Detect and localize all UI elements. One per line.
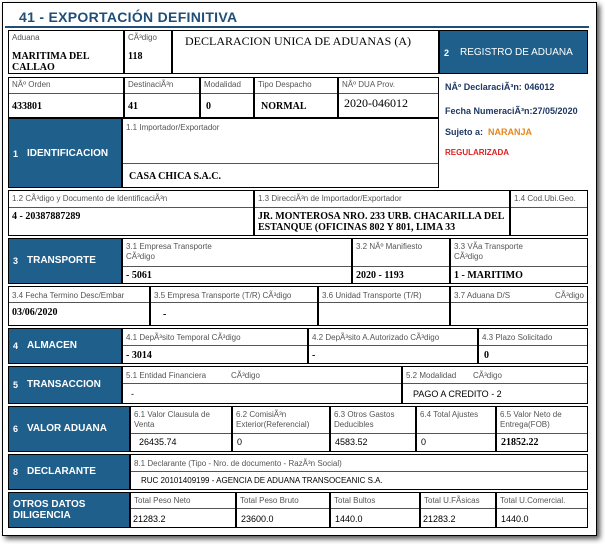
tipo-despacho-value: NORMAL <box>261 101 307 112</box>
total-ajustes-label: 6.4 Total Ajustes <box>420 410 479 419</box>
fisicas-cell <box>420 492 496 528</box>
doc-title-cell <box>172 30 439 74</box>
total-ajustes-cell <box>416 406 496 452</box>
orden-cell <box>8 77 124 118</box>
comercial-label: Total U.Comercial. <box>500 496 566 505</box>
aduana-ds-cell <box>450 286 588 326</box>
page-title: 41 - EXPORTACIÓN DEFINITIVA <box>19 9 238 25</box>
section-num: 5 <box>13 380 19 390</box>
importador-label: 1.1 Importador/Exportador <box>126 123 220 132</box>
registro-num: 2 <box>444 48 450 58</box>
aduana-ds-label: 3.7 Aduana D/S <box>454 291 511 300</box>
fecha-termino-cell <box>8 286 150 326</box>
comercial-cell <box>496 492 588 528</box>
declarante-cell <box>130 454 588 490</box>
modalidad-cell <box>200 77 254 118</box>
bultos-label: Total Bultos <box>334 496 376 505</box>
dua-prov-label: NÂº DUA Prov. <box>342 80 396 89</box>
section-otros-datos <box>8 492 130 528</box>
entidad-financiera-label: 5.1 Entidad Financiera <box>126 371 207 380</box>
importador-value: CASA CHICA S.A.C. <box>129 171 221 182</box>
fecha-termino-value: 03/06/2020 <box>12 307 58 318</box>
tipo-despacho-cell <box>254 77 338 118</box>
section-num: 3 <box>13 256 19 266</box>
doc-identificacion-label: 1.2 CÃ³digo y Documento de IdentificaciÃ³n <box>12 194 168 203</box>
manifiesto-value: 2020 - 1193 <box>356 270 404 281</box>
fecha-value: 27/05/2020 <box>532 106 578 116</box>
sujeto-label: Sujeto a: <box>445 127 484 137</box>
tipo-despacho-label: Tipo Despacho <box>258 80 312 89</box>
estado-value: REGULARIZADA <box>445 148 509 157</box>
fecha-label: Fecha NumeraciÃ³n: <box>445 106 533 116</box>
aduana-ds-codigo: CÃ³digo <box>555 291 584 300</box>
peso-neto-cell <box>130 492 236 528</box>
otros-gastos-cell <box>330 406 416 452</box>
empresa-tr-label: 3.5 Empresa Transporte (T/R) CÃ³digo <box>154 291 292 300</box>
codigo-label: CÃ³digo <box>128 33 157 42</box>
orden-label: NÂº Orden <box>12 80 51 89</box>
via-transporte-label: 3.3 VÃa Transporte CÃ³digo <box>454 242 523 261</box>
section-name: TRANSPORTE <box>27 255 96 266</box>
bultos-value: 1440.0 <box>335 514 363 524</box>
destinacion-cell <box>124 77 200 118</box>
deposito-temporal-label: 4.1 DepÃ³sito Temporal CÃ³digo <box>126 333 241 342</box>
peso-bruto-label: Total Peso Bruto <box>240 496 299 505</box>
ubigeo-cell <box>510 190 588 236</box>
unidad-transporte-label: 3.6 Unidad Transporte (T/R) <box>322 291 422 300</box>
empresa-transporte-value: - 5061 <box>126 270 152 281</box>
peso-bruto-cell <box>236 492 330 528</box>
clausula-venta-cell <box>130 406 232 452</box>
modalidad-transaccion-label: 5.2 Modalidad <box>406 371 457 380</box>
deposito-temporal-value: - 3014 <box>126 350 152 361</box>
via-transporte-cell <box>450 238 588 284</box>
valor-neto-label: 6.5 Valor Neto de Entrega(FOB) <box>500 410 562 429</box>
aduana-cell <box>8 30 124 74</box>
declaracion-line <box>445 82 554 92</box>
section-num: 8 <box>13 467 19 477</box>
ubigeo-label: 1.4 Cod.Ubi.Geo. <box>514 194 576 203</box>
fecha-termino-label: 3.4 Fecha Termino Desc/Embar <box>12 291 125 300</box>
orden-value: 433801 <box>12 101 42 112</box>
section-num: 4 <box>13 341 19 351</box>
declaracion-value: 046012 <box>524 82 555 92</box>
total-ajustes-value: 0 <box>421 437 427 447</box>
deposito-autorizado-cell <box>308 328 478 364</box>
section-almacen <box>8 328 122 364</box>
modalidad-transaccion-codigo: CÃ³digo <box>473 371 502 380</box>
dua-prov-value: 2020-046012 <box>344 96 408 110</box>
aduana-value: MARITIMA DEL CALLAO <box>12 51 89 73</box>
destinacion-label: DestinaciÃ³n <box>128 80 174 89</box>
modalidad-transaccion-value: PAGO A CREDITO - 2 <box>413 389 502 399</box>
empresa-transporte-cell <box>122 238 352 284</box>
comision-value: 0 <box>237 437 243 447</box>
plazo-cell <box>478 328 588 364</box>
section-num: 1 <box>13 149 19 159</box>
peso-neto-value: 21283.2 <box>133 514 166 524</box>
direccion-value: JR. MONTEROSA NRO. 233 URB. CHACARILLA DEL ESTANQUE (OFICINAS 802 Y 801, LIMA 33 <box>258 211 504 233</box>
codigo-value: 118 <box>128 51 143 62</box>
direccion-label: 1.3 DirecciÃ³n de Importador/Exportador <box>258 194 402 203</box>
section-name: VALOR ADUANA <box>27 423 107 434</box>
valor-neto-value: 21852.22 <box>501 437 539 448</box>
otros-gastos-label: 6.3 Otros Gastos Deducibles <box>334 410 395 429</box>
empresa-tr-value: - <box>163 309 167 320</box>
doc-identificacion-value: 4 - 20387887289 <box>12 211 81 222</box>
doc-identificacion-cell <box>8 190 254 236</box>
peso-neto-label: Total Peso Neto <box>134 496 191 505</box>
section-name: TRANSACCION <box>27 379 101 390</box>
registro-label: REGISTRO DE ADUANA <box>460 47 573 58</box>
section-name: ALMACEN <box>27 340 77 351</box>
section-name: DECLARANTE <box>27 466 96 477</box>
modalidad-label: Modalidad <box>204 80 241 89</box>
bultos-cell <box>330 492 420 528</box>
modalidad-transaccion-cell <box>402 366 588 404</box>
entidad-financiera-cell <box>122 366 402 404</box>
via-transporte-value: 1 - MARITIMO <box>454 270 523 281</box>
empresa-transporte-label: 3.1 Empresa Transporte CÃ³digo <box>126 242 212 261</box>
otros-gastos-value: 4583.52 <box>335 437 368 447</box>
clausula-venta-label: 6.1 Valor Clausula de Venta <box>134 410 210 429</box>
section-num: 6 <box>13 424 19 434</box>
empresa-tr-cell <box>150 286 318 326</box>
clausula-venta-value: 26435.74 <box>139 437 177 447</box>
aduana-codigo-cell <box>124 30 172 74</box>
section-name: OTROS DATOS DILIGENCIA <box>13 499 86 521</box>
section-transporte <box>8 238 122 284</box>
deposito-autorizado-value: - <box>312 350 316 361</box>
peso-bruto-value: 23600.0 <box>241 514 274 524</box>
fisicas-value: 21283.2 <box>423 514 456 524</box>
modalidad-value: 0 <box>206 101 211 112</box>
direccion-cell <box>254 190 510 236</box>
plazo-label: 4.3 Plazo Solicitado <box>482 333 553 342</box>
fisicas-label: Total U.FÃsicas <box>424 496 480 505</box>
section-valor-aduana <box>8 406 130 452</box>
sujeto-value: NARANJA <box>488 127 533 137</box>
fecha-line <box>445 106 578 116</box>
deposito-autorizado-label: 4.2 DepÃ³sito A.Autorizado CÃ³digo <box>312 333 440 342</box>
destinacion-value: 41 <box>128 101 138 112</box>
declaracion-label: NÂº DeclaraciÃ³n: <box>445 82 522 92</box>
declarante-value: RUC 20101409199 - AGENCIA DE ADUANA TRANSOCEANIC S.A. <box>141 476 383 485</box>
document-header <box>5 8 589 28</box>
manifiesto-label: 3.2 NÂº Manifiesto <box>356 242 423 251</box>
valor-neto-cell <box>496 406 588 452</box>
deposito-temporal-cell <box>122 328 308 364</box>
section-identificacion <box>8 118 122 188</box>
section-transaccion <box>8 366 122 404</box>
sujeto-line <box>445 127 532 137</box>
unidad-transporte-cell <box>318 286 450 326</box>
section-declarante <box>8 454 130 490</box>
registro-header <box>439 30 588 74</box>
comision-label: 6.2 ComisiÃ³n Exterior(Referencial) <box>236 410 310 429</box>
entidad-financiera-codigo: CÃ³digo <box>231 371 260 380</box>
comercial-value: 1440.0 <box>501 514 529 524</box>
dua-prov-cell <box>338 77 439 118</box>
importador-cell <box>122 118 439 188</box>
section-name: IDENTIFICACION <box>27 148 109 159</box>
comision-cell <box>232 406 330 452</box>
aduana-label: Aduana <box>12 33 40 42</box>
entidad-financiera-value: - <box>131 389 134 399</box>
manifiesto-cell <box>352 238 450 284</box>
doc-title: DECLARACION UNICA DE ADUANAS (A) <box>185 34 411 48</box>
declarante-label: 8.1 Declarante (Tipo - Nro. de documento - RazÃ³n Social) <box>134 459 342 468</box>
plazo-value: 0 <box>484 350 489 361</box>
